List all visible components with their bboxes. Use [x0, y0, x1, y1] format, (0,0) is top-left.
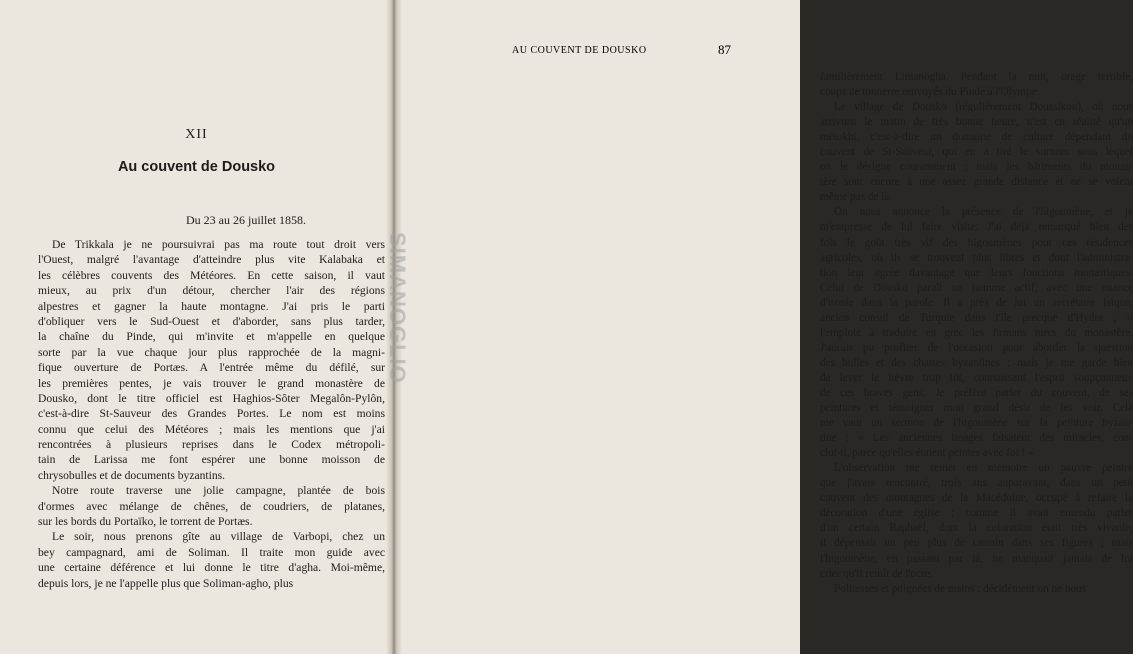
- text-line: De Trikkala je ne poursuivrai pas ma route tout droit vers: [52, 238, 385, 251]
- text-line: peintures et témoigner mon grand désir de les voir. Cela: [820, 402, 1133, 415]
- text-line: rencontrées à plusieurs reprises dans le Codex métropoli-: [38, 438, 385, 452]
- text-line: sur les bords du Portaïko, le torrent de Portæs.: [38, 515, 253, 529]
- text-line: d'ironie dans la parole. Il a près de lui un secrétaire laïque,: [820, 296, 1133, 309]
- text-line: chrysobulles et de documents byzantins.: [38, 468, 226, 482]
- text-line: On nous annonce la présence de l'higoumène, et je: [834, 206, 1133, 219]
- text-line: arrivons le matin de très bonne heure, n'est en réalité qu'un: [820, 116, 1133, 129]
- text-line: me vaut un sermon de l'higoumène sur la peinture byzan-: [820, 417, 1133, 430]
- dateline: Du 23 au 26 juillet 1858.: [186, 213, 306, 227]
- text-line: J'aurais pu profiter de l'occasion pour aborder la question: [820, 341, 1133, 354]
- running-head: AU COUVENT DE DOUSKO: [512, 45, 647, 56]
- text-line: familièrement Limanogha. Pendant la nuit, orage terrible,: [820, 71, 1133, 83]
- text-line: on le désigne couramment ; mais les bâtiments du monas-: [820, 161, 1133, 174]
- text-line: l'emploie à traduire en grec les firmans turcs du monastère.: [820, 326, 1133, 339]
- text-line: connu que celui des Météores ; mais les mentions que j'ai: [38, 422, 385, 436]
- text-line: il dépensait un peu plus de carmin dans ses figures ; mais: [820, 537, 1133, 550]
- text-line: Dousko, dont le titre officiel est Haghios-Sôter Megalôn-Pylôn,: [38, 391, 385, 405]
- text-line: les premières pentes, je vais trouver le grand monastère de: [38, 376, 385, 390]
- text-line: d'un certain Raphaël, dont la coloration était très vivante,: [820, 522, 1133, 535]
- text-line: de ces braves gens. Je préfère parler du couvent, de ses: [820, 386, 1133, 399]
- text-line: tion leur agrée davantage que leurs fonctions monastiques.: [820, 266, 1133, 279]
- chapter-number: XII: [185, 127, 208, 142]
- text-line: crier qu'il remît de l'ocre.: [820, 567, 933, 580]
- text-line: tère sont encore à une assez grande distance et ne se voient: [820, 176, 1133, 189]
- text-line: fois le goût très vif des higoumènes pour ces résidences: [820, 236, 1133, 249]
- text-line: une certaine déférence et lui donne le titre d'agha. Moi-même,: [38, 561, 385, 575]
- left-body-text: [38, 237, 385, 591]
- text-line: couvent de St-Sauveur, qui en a tiré le surnom sous lequel: [820, 146, 1133, 159]
- right-page: [398, 0, 1133, 654]
- text-line: fique ouverture de Portæs. A l'entrée même du défilé, sur: [38, 361, 385, 375]
- text-line: de lever le lièvre trop tôt, connaissant l'esprit soupçonneux: [820, 371, 1133, 384]
- text-line: métokhi, c'est-à-dire un domaine de culture dépendant du: [820, 131, 1133, 144]
- text-line: sorte par la vue chaque jour plus rapprochée de la magni-: [38, 345, 385, 359]
- text-line: m'empresse de lui faire visite. J'ai déjà remarqué bien des: [820, 221, 1133, 234]
- text-line: Le village de Dousko (régulièrement Doussikon), où nous: [834, 101, 1133, 114]
- text-line: depuis lors, je ne l'appelle plus que Soliman-agho, plus: [38, 576, 294, 590]
- text-line: l'higoumène, en passant par là, ne manquait jamais de lui: [820, 552, 1133, 565]
- text-line: Notre route traverse une jolie campagne, plantée de bois: [52, 484, 385, 498]
- library-watermark: SIMANOGLIO: [385, 232, 410, 384]
- text-line: L'observation me remet en mémoire un pauvre peintre: [834, 462, 1133, 475]
- text-line: agricoles, où ils se trouvent plus libres et dont l'administra-: [820, 251, 1133, 264]
- chapter-title: Au couvent de Dousko: [117, 159, 276, 175]
- text-line: c'est-à-dire St-Sauveur des Grandes Portes. Le nom est moins: [38, 407, 385, 421]
- text-line: la chaîne du Pinde, qui m'invite et m'appelle en quelque: [38, 330, 385, 344]
- text-line: bey campagnard, ami de Soliman. Il traite mon guide avec: [38, 545, 385, 559]
- text-line: coups de tonnerre renvoyés du Pinde à l'Olympe.: [820, 86, 1040, 99]
- text-line: décoration d'une église ; comme il avait entendu parler: [820, 507, 1133, 520]
- text-line: alpestres et gagner la haute montagne. J'ai pris le parti: [38, 299, 385, 313]
- text-line: couvent des montagnes de la Macédoine, occupé à refaire la: [820, 492, 1133, 505]
- text-line: Celui de Dousko paraît un homme actif, avec une nuance: [820, 281, 1133, 294]
- text-line: Le soir, nous prenons gîte au village de Varbopi, chez un: [52, 530, 385, 544]
- text-line: d'obliquer vers le Sud-Ouest et d'aborder, sans plus tarder,: [38, 314, 385, 328]
- right-body-text: [820, 70, 1133, 597]
- text-line: l'Ouest, malgré l'avantage d'atteindre plus vite Kalabaka et: [38, 253, 385, 267]
- text-line: des bulles et des chartes byzantines ; mais je me garde bien: [820, 356, 1133, 369]
- left-page: [0, 0, 393, 654]
- text-line: ancien consul de Turquie dans l'île grecque d'Hydra ; il: [820, 311, 1133, 324]
- text-line: mieux, au prix d'un détour, chercher l'air des régions: [38, 284, 385, 298]
- text-line: tine : « Les anciennes images faisaient des miracles, con-: [820, 432, 1133, 445]
- page-number: 87: [718, 42, 731, 57]
- text-line: même pas de là.: [820, 191, 893, 204]
- text-line: clut-il, parce qu'elles étaient peintes avec foi ! »: [820, 447, 1034, 460]
- text-line: que j'avais rencontré, trois ans auparavant, dans un petit: [820, 477, 1133, 490]
- text-line: Politesses et poignées de mains : décidément on ne nous: [834, 582, 1086, 595]
- text-line: d'ormes avec mélange de chênes, de coudriers, de platanes,: [38, 499, 385, 513]
- text-line: les célèbres couvents des Météores. En cette saison, il vaut: [38, 268, 385, 282]
- text-line: tain de Larissa me font espérer une bonne moisson de: [38, 453, 385, 467]
